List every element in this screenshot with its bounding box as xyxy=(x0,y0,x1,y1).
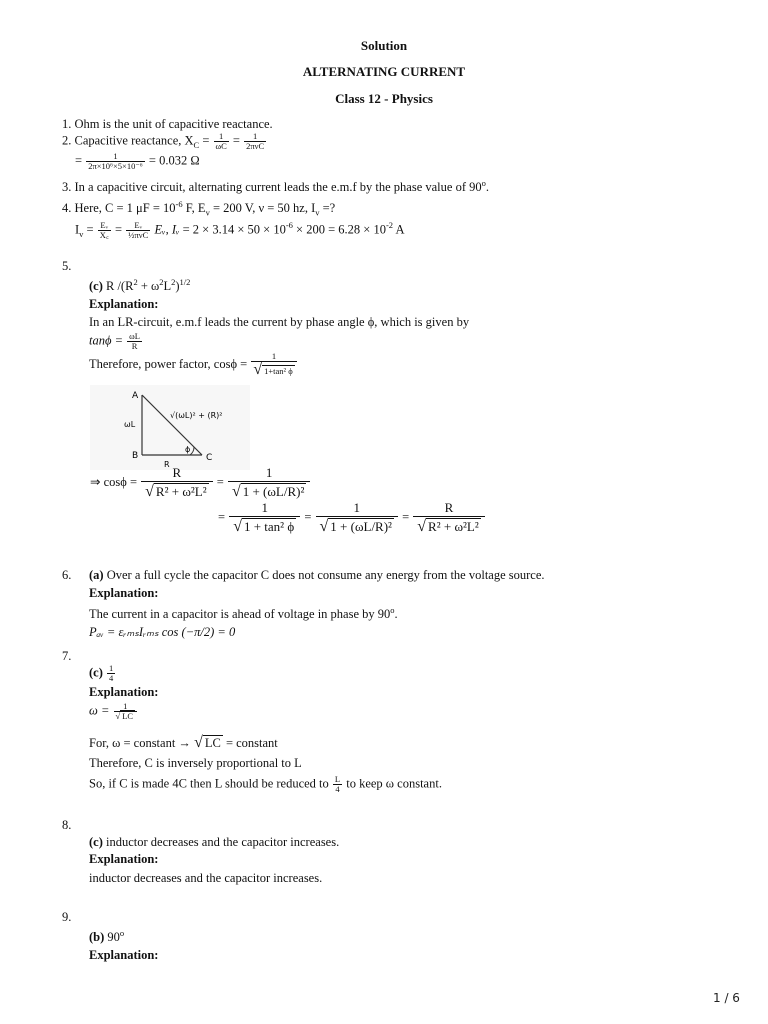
base-r-label: R xyxy=(164,460,170,469)
solution-heading: Solution xyxy=(360,38,408,53)
diagram-background xyxy=(90,385,250,470)
q5-equation-2: = $\frac{1}{\text{√ 1 + tan² ϕ}}$ = $\frac{1}{\text{√ 1 + (ωL/R)²}}$ = $\frac{R}{\text{√ R² + ω²L²}}$ xyxy=(218,500,486,536)
q5-power-factor: Therefore, power factor, cosϕ = $\frac{1}{\text{√ 1+tan² ϕ}}$ xyxy=(89,352,298,379)
q7-constant-line: For, ω = constant → √ LC = constant xyxy=(89,734,278,751)
q7-proportional-line: Therefore, C is inversely proportional to L xyxy=(89,756,302,770)
q7-omega-formula: ω = $\frac{1}{√ LC}$ xyxy=(89,702,138,721)
q5-answer: (c) R $/(R^2 + \omega^2L^2)^{1/2}$ xyxy=(89,276,191,293)
q5-explanation-label: Explanation: xyxy=(89,297,159,311)
impedance-triangle-diagram xyxy=(90,385,250,470)
q5-explanation-text: In an LR-circuit, e.m.f leads the current by phase angle ϕ, which is given by xyxy=(89,315,470,329)
q6-number: 6. xyxy=(62,568,72,582)
vertex-a-label: A xyxy=(132,391,139,401)
angle-phi-label: ϕ xyxy=(185,445,191,454)
q7-conclusion-line: So, if C is made 4C then L should be reduced to $\frac{L}{4}$ to keep ω constant. xyxy=(89,774,442,794)
q6-explanation-label: Explanation: xyxy=(89,586,159,600)
q9-explanation-label: Explanation: xyxy=(89,948,159,962)
vertex-c-label: C xyxy=(206,453,213,463)
q2-line1: 2. Capacitive reactance, $X_C$ = $\frac{1}{\omega C}$ = 1 2πνC xyxy=(62,131,265,151)
q7-answer: (c) $\frac{1}{4}$ xyxy=(89,663,114,683)
q7-number: 7. xyxy=(62,649,72,663)
side-omega-l-label: ωL xyxy=(124,420,136,429)
page-number: 1 / 6 xyxy=(713,991,740,1005)
q8-number: 8. xyxy=(62,818,72,832)
class-subject: Class 12 - Physics xyxy=(335,91,433,106)
q2-line2: = $\frac{1}{\text{2π×10⁶×5×10⁻⁶}}$ = 0.032 Ω xyxy=(75,151,200,171)
hypotenuse-label: √(ωL)² + (R)² xyxy=(170,411,223,420)
q8-explanation-text: inductor decreases and the capacitor increases. xyxy=(89,871,323,885)
q6-power-formula: Pₐᵥ = εᵣₘₛIᵣₘₛ cos (−π/2) = 0 xyxy=(89,625,236,639)
q6-explanation-text: The current in a capacitor is ahead of voltage in phase by 90$^o$. xyxy=(89,604,398,621)
q9-answer: (b) 90$^o$ xyxy=(89,927,125,944)
q6-answer: (a) Over a full cycle the capacitor C does not consume any energy from the voltage source. xyxy=(89,568,545,582)
q4-line2: $I_v$ = $\frac{\text{Eᵥ}}{X꜀}$ = Eᵥ ½πνC Eᵥ, Iᵥ = $2 \times 3.14 \times 50 \times 10^{-6} \times 200 = 6.28 \times 10^{-2}$ A xyxy=(75,220,405,240)
q8-explanation-label: Explanation: xyxy=(89,852,159,866)
vertex-b-label: B xyxy=(132,451,139,461)
q1-text: 1. Ohm is the unit of capacitive reactance. xyxy=(62,117,273,131)
q5-tan-formula: tanϕ = $\frac{\omega L}{R}$ xyxy=(89,331,140,351)
q3-text: 3. In a capacitive circuit, alternating current leads the e.m.f by the phase value of 90$^o$. xyxy=(62,177,489,194)
chapter-title: ALTERNATING CURRENT xyxy=(302,64,466,79)
q9-number: 9. xyxy=(62,910,72,924)
q8-answer: (c) inductor decreases and the capacitor increases. xyxy=(89,835,340,849)
q4-line1: 4. Here, C = 1 $\mu F = 10^{-6}$ F, $E_v = 200$ V, ν = 50 hz, $I_v$ =? xyxy=(62,198,336,218)
q5-equation-1: ⇒ cosϕ = $\frac{R}{\text{√ R² + ω²L²}}$ = $\frac{1}{\text{√ 1 + (ωL/R)²}}$ xyxy=(90,465,311,501)
q5-number: 5. xyxy=(62,259,72,273)
q7-explanation-label: Explanation: xyxy=(89,685,159,699)
